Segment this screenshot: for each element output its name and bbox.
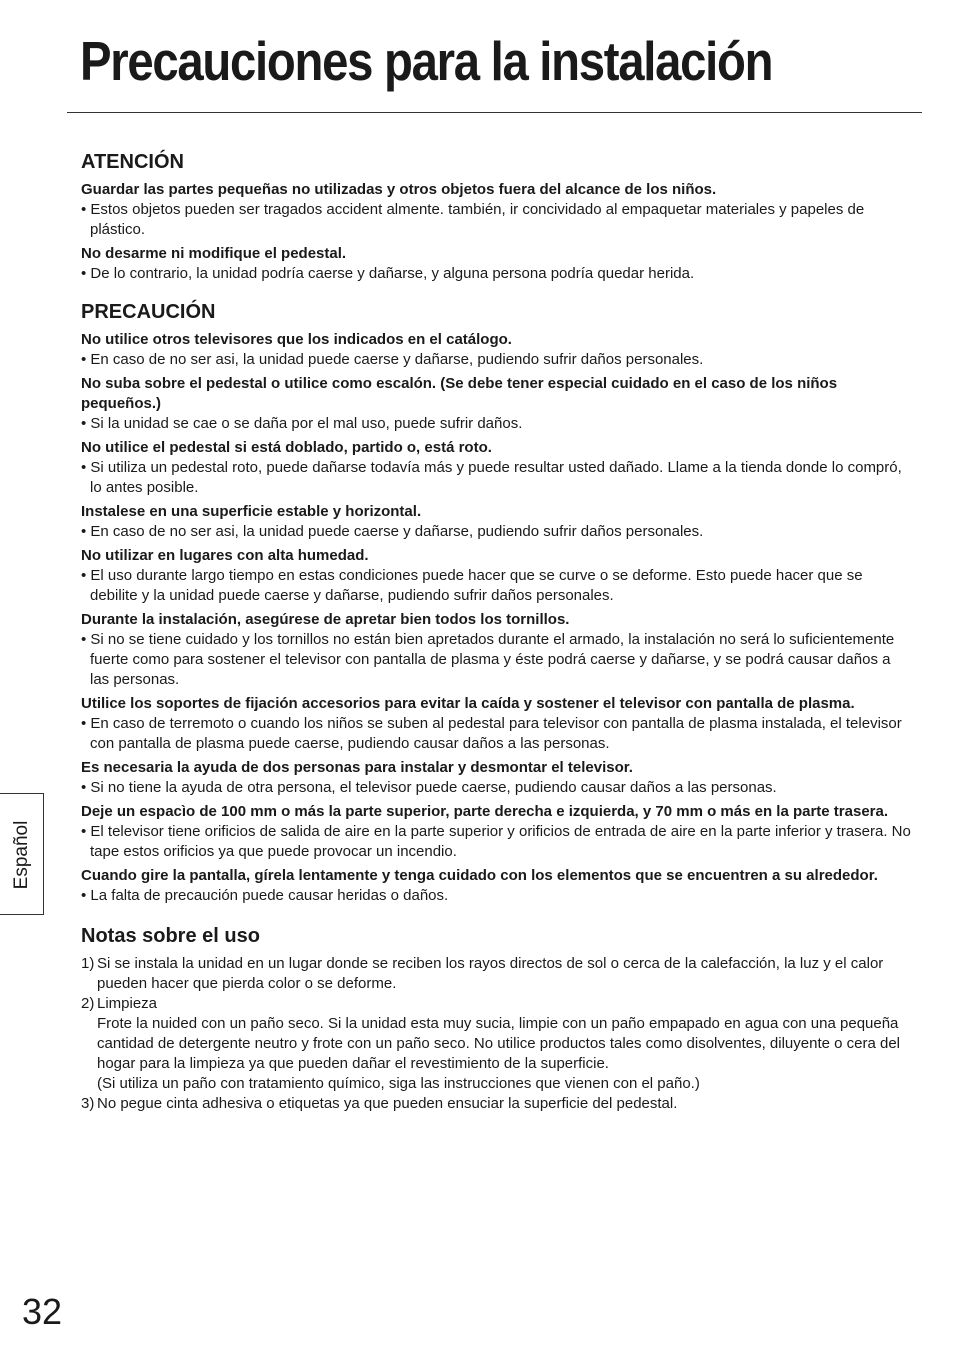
item-number: 1): [81, 955, 95, 972]
page-number: 32: [22, 1291, 63, 1332]
notas-heading: Notas sobre el uso: [81, 925, 260, 947]
language-tab-label: Español: [11, 820, 32, 890]
warning-text: Instalese en una superficie estable y horizontal.: [81, 503, 422, 520]
warning-text: Guardar las partes pequeñas no utilizadas y otros objetos fuera del alcance de los niños.: [81, 181, 717, 198]
warning-text: Utilice los soportes de fijación accesorios para evitar la caída y sostener el televisor con pantalla de plasma.: [81, 695, 855, 712]
item-number: 3): [81, 1095, 95, 1112]
bullet-text: • Si no tiene la ayuda de otra persona, el televisor puede caerse, pudiendo causar daños a las personas.: [81, 779, 777, 796]
warning-text: No desarme ni modifique el pedestal.: [81, 245, 347, 262]
bullet-text: • En caso de no ser asi, la unidad puede caerse y dañarse, pudiendo sufrir daños personales.: [81, 523, 704, 540]
bullet-text: • Estos objetos pueden ser tragados accident almente. también, ir concividado al empaquetar materiales y papeles de plástico.: [81, 201, 865, 238]
precaucion-section: [81, 330, 911, 906]
bullet-text: • En caso de terremoto o cuando los niños se suben al pedestal para televisor con pantalla de plasma instalada, el televisor con pantalla de plasma puede caerse, pudiendo causar daños a las personas.: [81, 715, 902, 752]
bullet-text: • Si la unidad se cae o se daña por el mal uso, puede sufrir daños.: [81, 415, 523, 432]
bullet-text: • La falta de precaución puede causar heridas o daños.: [81, 887, 449, 904]
item-subtext: (Si utiliza un paño con tratamiento químico, siga las instrucciones que vienen con el paño.): [97, 1075, 700, 1092]
bullet-text: • Si utiliza un pedestal roto, puede dañarse todavía más y puede resultar usted dañado. Llame a la tienda donde lo compró, lo antes posible.: [81, 459, 902, 496]
item-subtext: Frote la nuided con un paño seco. Si la unidad esta muy sucia, limpie con un paño empapado en agua con una pequeña cantidad de detergente neutro y frote con un paño seco. No utilice productos tales como disolventes, diluyente o cera del hogar para la limpieza ya que pueden dañar el revestimiento de la superficie.: [97, 1015, 900, 1072]
bullet-text: • El uso durante largo tiempo en estas condiciones puede hacer que se curve o se deforme. Esto puede hacer que se debilite y la unidad puede caerse y dañarse, pudiendo sufrir daños personales.: [81, 567, 863, 604]
warning-text: No utilice otros televisores que los indicados en el catálogo.: [81, 331, 512, 348]
warning-text: No utilice el pedestal si está doblado, partido o, está roto.: [81, 439, 492, 456]
warning-text: Deje un espacìo de 100 mm o más la parte superior, parte derecha e izquierda, y 70 mm o más en la parte trasera.: [81, 803, 889, 820]
warning-text: No utilizar en lugares con alta humedad.: [81, 547, 369, 564]
numbered-item: [81, 994, 911, 1014]
warning-text: Cuando gire la pantalla, gírela lentamente y tenga cuidado con los elementos que se encuentren a su alrededor.: [81, 867, 878, 884]
warning-text: Es necesaria la ayuda de dos personas para instalar y desmontar el televisor.: [81, 759, 633, 776]
bullet-text: • En caso de no ser asi, la unidad puede caerse y dañarse, pudiendo sufrir daños personales.: [81, 351, 704, 368]
title-divider: [67, 112, 922, 113]
warning-text: No suba sobre el pedestal o utilice como escalón. (Se debe tener especial cuidado en el caso de los niños pequeños.): [81, 375, 838, 412]
item-text: No pegue cinta adhesiva o etiquetas ya que pueden ensuciar la superficie del pedestal.: [97, 1095, 678, 1112]
page-title: Precauciones para la instalación: [80, 30, 773, 92]
warning-text: Durante la instalación, asegúrese de apretar bien todos los tornillos.: [81, 611, 570, 628]
precaucion-heading: PRECAUCIÓN: [81, 301, 216, 323]
item-number: 2): [81, 995, 95, 1012]
bullet-text: • Si no se tiene cuidado y los tornillos no están bien apretados durante el armado, la instalación no será lo suficientemente fuerte como para sostener el televisor con pantalla de plasma y éste podrá caerse y dañarse, y se podrá causar daños a las personas.: [81, 631, 895, 688]
item-text: Si se instala la unidad en un lugar donde se reciben los rayos directos de sol o cerca de la calefacción, la luz y el calor pueden hacer que pierda color o se deforme.: [97, 955, 884, 992]
bullet-text: • De lo contrario, la unidad podría caerse y dañarse, y alguna persona podría quedar herida.: [81, 265, 695, 282]
bullet-text: • El televisor tiene orificios de salida de aire en la parte superior y orificios de entrada de aire en la parte inferior y trasera. No tape estos orificios ya que puede provocar un incendio.: [81, 823, 911, 860]
notas-section: [81, 954, 911, 1114]
language-tab: [0, 793, 44, 915]
atencion-section: [81, 180, 911, 284]
main-content: [81, 150, 911, 1114]
numbered-item: [81, 954, 911, 994]
atencion-heading: ATENCIÓN: [81, 151, 184, 173]
item-text: Limpieza: [97, 995, 158, 1012]
numbered-item: [81, 1094, 911, 1114]
